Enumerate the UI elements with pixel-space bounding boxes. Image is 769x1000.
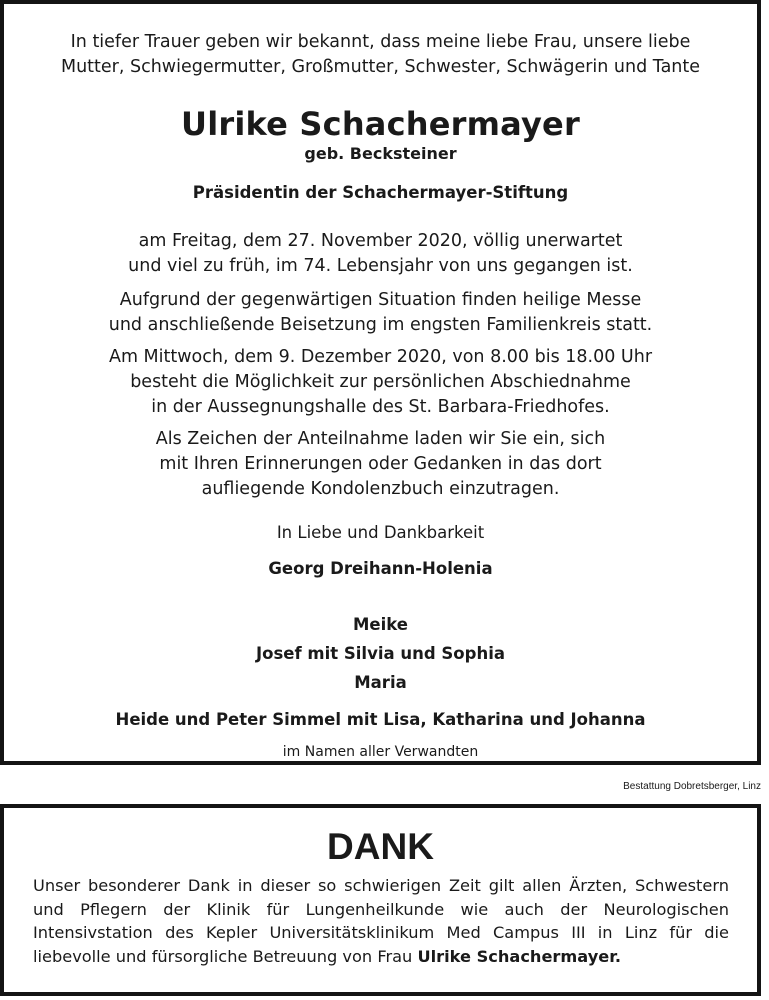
paragraph-death-date — [0, 229, 761, 279]
intro-text — [0, 30, 761, 80]
deceased-name: Ulrike Schachermayer — [181, 105, 580, 143]
paragraph-line: und anschließende Beisetzung im engsten Familienkreis statt. — [108, 315, 653, 335]
paragraph-line: in der Aussegnungshalle des St. Barbara-Friedhofes. — [151, 397, 610, 417]
mourner-spouse: Georg Dreihann-Holenia — [268, 559, 493, 578]
mourner-siblings: Heide und Peter Simmel mit Lisa, Katharina und Johanna — [115, 710, 646, 729]
paragraph-condolence-book — [0, 427, 761, 502]
thanks-name: Ulrike Schachermayer. — [417, 946, 622, 966]
paragraph-line: besteht die Möglichkeit zur persönlichen Abschiednahme — [130, 372, 631, 392]
mourner-children — [0, 610, 761, 697]
paragraph-line: am Freitag, dem 27. November 2020, völlig unerwartet — [138, 231, 623, 251]
paragraph-line: mit Ihren Erinnerungen oder Gedanken in das dort — [159, 454, 602, 474]
thanks-text — [33, 874, 729, 968]
paragraph-farewell — [0, 345, 761, 420]
undertaker-credit: Bestattung Dobretsberger, Linz — [623, 781, 761, 792]
thanks-heading: DANK — [327, 826, 434, 867]
paragraph-line: aufliegende Kondolenzbuch einzutragen. — [201, 479, 560, 499]
mourner-child: Maria — [354, 673, 407, 692]
relatives-note: im Namen aller Verwandten — [282, 744, 479, 760]
thanks-body: Unser besonderer Dank in dieser so schwierigen Zeit gilt allen Ärzten, Schwestern und Pflegern der Klinik für Lungenheilkunde wie auch der Neurologischen Intensivstation des Kepler Universitätsklinikum Med Campus III in Linz für die liebevolle und fürsorgliche Betreuung von Frau — [33, 876, 729, 966]
paragraph-line: Aufgrund der gegenwärtigen Situation finden heilige Messe — [119, 290, 642, 310]
mourner-child: Meike — [353, 615, 408, 634]
maiden-name: geb. Becksteiner — [304, 144, 457, 163]
deceased-title: Präsidentin der Schachermayer-Stiftung — [192, 183, 569, 202]
paragraph-line: Am Mittwoch, dem 9. Dezember 2020, von 8.00 bis 18.00 Uhr — [108, 347, 653, 367]
paragraph-line: Als Zeichen der Anteilnahme laden wir Sie ein, sich — [155, 429, 606, 449]
paragraph-line: und viel zu früh, im 74. Lebensjahr von uns gegangen ist. — [128, 256, 633, 276]
closing-phrase: In Liebe und Dankbarkeit — [276, 523, 485, 542]
intro-line: Mutter, Schwiegermutter, Großmutter, Schwester, Schwägerin und Tante — [60, 57, 701, 77]
intro-line: In tiefer Trauer geben wir bekannt, dass meine liebe Frau, unsere liebe — [70, 32, 691, 52]
mourner-child: Josef mit Silvia und Sophia — [256, 644, 505, 663]
paragraph-funeral — [0, 288, 761, 338]
